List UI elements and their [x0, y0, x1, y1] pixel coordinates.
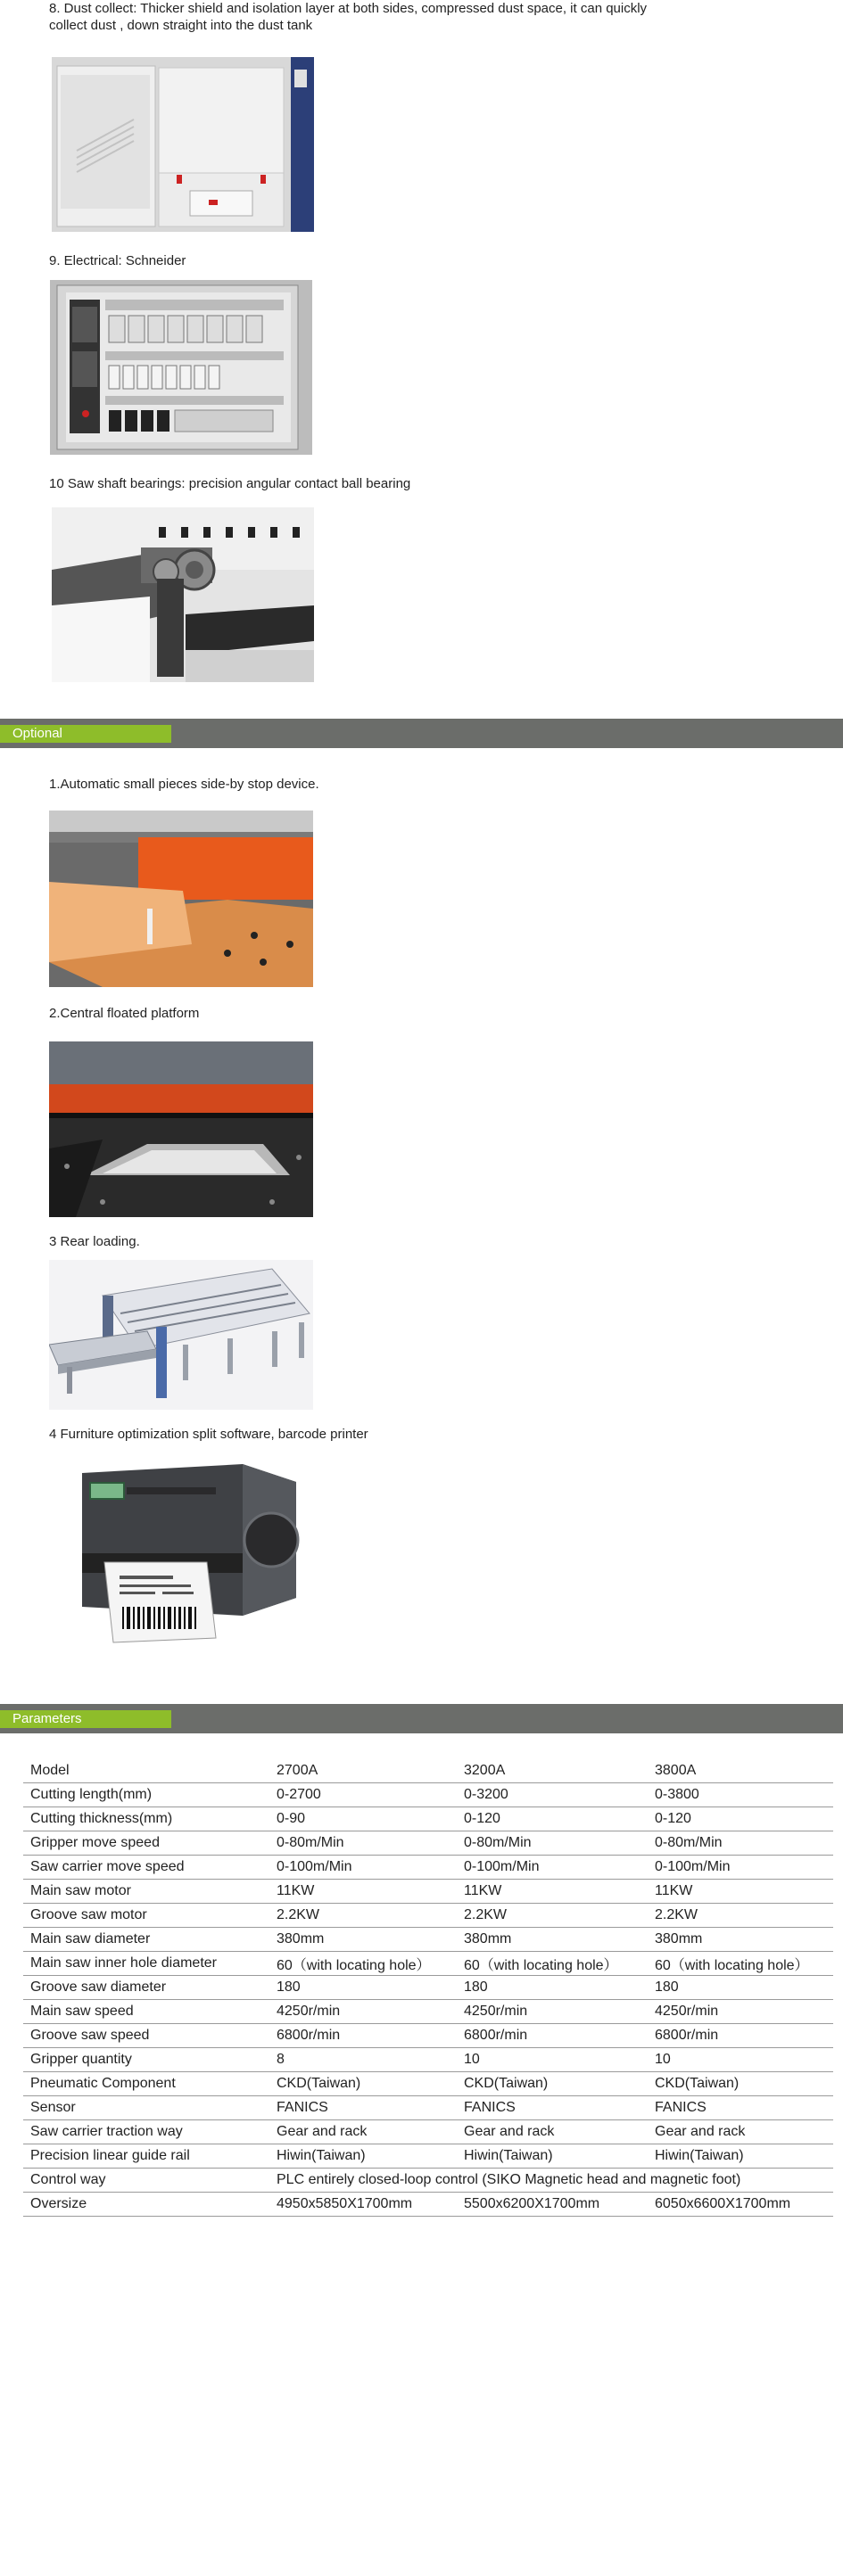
param-value-3800a: 2.2KW	[648, 1904, 833, 1928]
table-row	[23, 1807, 833, 1831]
param-value-3200a: 3200A	[457, 1759, 648, 1783]
param-value-2700a: 2.2KW	[269, 1904, 457, 1928]
param-label: Model	[23, 1759, 269, 1783]
param-value-2700a: 0-90	[269, 1807, 457, 1831]
param-label: Gripper quantity	[23, 2048, 269, 2072]
table-row	[23, 2048, 833, 2072]
param-value-3800a: 180	[648, 1976, 833, 2000]
param-label: Control way	[23, 2169, 269, 2193]
electrical-cabinet-photo	[50, 280, 312, 455]
parameters-table-body	[23, 1759, 833, 2169]
param-label: Saw carrier move speed	[23, 1856, 269, 1880]
param-value-3800a: 11KW	[648, 1880, 833, 1904]
param-value-3200a: 0-120	[457, 1807, 648, 1831]
param-value-3800a: 10	[648, 2048, 833, 2072]
param-label: Cutting thickness(mm)	[23, 1807, 269, 1831]
param-label: Cutting length(mm)	[23, 1783, 269, 1807]
param-value-3200a: 10	[457, 2048, 648, 2072]
param-value-3800a: 0-80m/Min	[648, 1831, 833, 1856]
table-row	[23, 1880, 833, 1904]
param-label: Groove saw motor	[23, 1904, 269, 1928]
param-label: Sensor	[23, 2096, 269, 2120]
optional-section-label: Optional	[0, 725, 171, 743]
barcode-printer-photo	[64, 1455, 323, 1646]
param-value-2700a: 60（with locating hole）	[269, 1952, 457, 1976]
param-value-2700a: Gear and rack	[269, 2120, 457, 2144]
electrical-caption: 9. Electrical: Schneider	[49, 253, 186, 268]
param-value-2700a: 0-2700	[269, 1783, 457, 1807]
parameters-section-label: Parameters	[0, 1710, 171, 1728]
param-label: Main saw diameter	[23, 1928, 269, 1952]
param-value-3800a: 6050x6600X1700mm	[648, 2193, 833, 2217]
param-value-3200a: 11KW	[457, 1880, 648, 1904]
param-value-3200a: 5500x6200X1700mm	[457, 2193, 648, 2217]
param-label: Pneumatic Component	[23, 2072, 269, 2096]
parameters-table	[23, 1759, 833, 2217]
param-value-3800a: 0-100m/Min	[648, 1856, 833, 1880]
table-row-control-way	[23, 2169, 833, 2193]
param-value-2700a: 180	[269, 1976, 457, 2000]
param-value-2700a: CKD(Taiwan)	[269, 2072, 457, 2096]
param-value-3800a: FANICS	[648, 2096, 833, 2120]
param-label: Main saw speed	[23, 2000, 269, 2024]
optional-item-2-caption: 2.Central floated platform	[49, 1006, 200, 1021]
table-row	[23, 2072, 833, 2096]
param-value-3800a: 3800A	[648, 1759, 833, 1783]
param-label: Precision linear guide rail	[23, 2144, 269, 2169]
param-value-3800a: 380mm	[648, 1928, 833, 1952]
param-value-3200a: 0-80m/Min	[457, 1831, 648, 1856]
table-row-oversize	[23, 2193, 833, 2217]
param-value-2700a: 4950x5850X1700mm	[269, 2193, 457, 2217]
table-row	[23, 2120, 833, 2144]
param-label: Main saw inner hole diameter	[23, 1952, 269, 1976]
param-value-3800a: 0-3800	[648, 1783, 833, 1807]
side-stop-device-photo	[49, 811, 313, 987]
param-value-3800a: 4250r/min	[648, 2000, 833, 2024]
floated-platform-photo	[49, 1041, 313, 1217]
param-value-3200a: FANICS	[457, 2096, 648, 2120]
param-value-3800a: 0-120	[648, 1807, 833, 1831]
param-value-3200a: 180	[457, 1976, 648, 2000]
param-value: PLC entirely closed-loop control (SIKO Magnetic head and magnetic foot)	[269, 2169, 833, 2193]
rear-loading-drawing	[49, 1260, 313, 1410]
param-label: Groove saw speed	[23, 2024, 269, 2048]
table-row	[23, 2144, 833, 2169]
param-value-2700a: 8	[269, 2048, 457, 2072]
param-value-3800a: 6800r/min	[648, 2024, 833, 2048]
table-row	[23, 2024, 833, 2048]
param-value-3200a: CKD(Taiwan)	[457, 2072, 648, 2096]
param-value-2700a: 6800r/min	[269, 2024, 457, 2048]
param-value-3800a: Gear and rack	[648, 2120, 833, 2144]
param-label: Gripper move speed	[23, 1831, 269, 1856]
table-row	[23, 1952, 833, 1976]
param-value-2700a: 4250r/min	[269, 2000, 457, 2024]
param-value-3200a: 0-3200	[457, 1783, 648, 1807]
param-value-2700a: 11KW	[269, 1880, 457, 1904]
param-label: Oversize	[23, 2193, 269, 2217]
param-value-3800a: Hiwin(Taiwan)	[648, 2144, 833, 2169]
table-row	[23, 1856, 833, 1880]
dust-collect-caption: 8. Dust collect: Thicker shield and isolation layer at both sides, compressed dust space, it can quickly collect dust , down straight into the dust tank	[49, 1, 648, 33]
saw-shaft-bearing-photo	[52, 507, 314, 682]
table-row	[23, 1783, 833, 1807]
param-value-3200a: 6800r/min	[457, 2024, 648, 2048]
optional-item-1-caption: 1.Automatic small pieces side-by stop device.	[49, 777, 319, 792]
table-row	[23, 1831, 833, 1856]
table-row	[23, 1976, 833, 2000]
table-row	[23, 1928, 833, 1952]
param-value-2700a: 2700A	[269, 1759, 457, 1783]
param-label: Groove saw diameter	[23, 1976, 269, 2000]
optional-item-4-caption: 4 Furniture optimization split software, barcode printer	[49, 1427, 368, 1442]
table-row	[23, 1759, 833, 1783]
param-label: Main saw motor	[23, 1880, 269, 1904]
optional-item-3-caption: 3 Rear loading.	[49, 1234, 140, 1249]
param-value-3200a: Gear and rack	[457, 2120, 648, 2144]
param-value-3200a: 60（with locating hole）	[457, 1952, 648, 1976]
param-value-2700a: 0-100m/Min	[269, 1856, 457, 1880]
table-row	[23, 1904, 833, 1928]
param-label: Saw carrier traction way	[23, 2120, 269, 2144]
param-value-2700a: 0-80m/Min	[269, 1831, 457, 1856]
param-value-2700a: FANICS	[269, 2096, 457, 2120]
parameters-section-header	[0, 1704, 843, 1733]
param-value-3200a: Hiwin(Taiwan)	[457, 2144, 648, 2169]
param-value-2700a: Hiwin(Taiwan)	[269, 2144, 457, 2169]
param-value-3200a: 2.2KW	[457, 1904, 648, 1928]
param-value-3800a: 60（with locating hole）	[648, 1952, 833, 1976]
table-row	[23, 2096, 833, 2120]
param-value-3200a: 4250r/min	[457, 2000, 648, 2024]
dust-collector-photo	[52, 57, 314, 232]
param-value-3800a: CKD(Taiwan)	[648, 2072, 833, 2096]
optional-section-header	[0, 719, 843, 748]
param-value-3200a: 0-100m/Min	[457, 1856, 648, 1880]
table-row	[23, 2000, 833, 2024]
param-value-3200a: 380mm	[457, 1928, 648, 1952]
param-value-2700a: 380mm	[269, 1928, 457, 1952]
bearing-caption: 10 Saw shaft bearings: precision angular contact ball bearing	[49, 476, 411, 491]
